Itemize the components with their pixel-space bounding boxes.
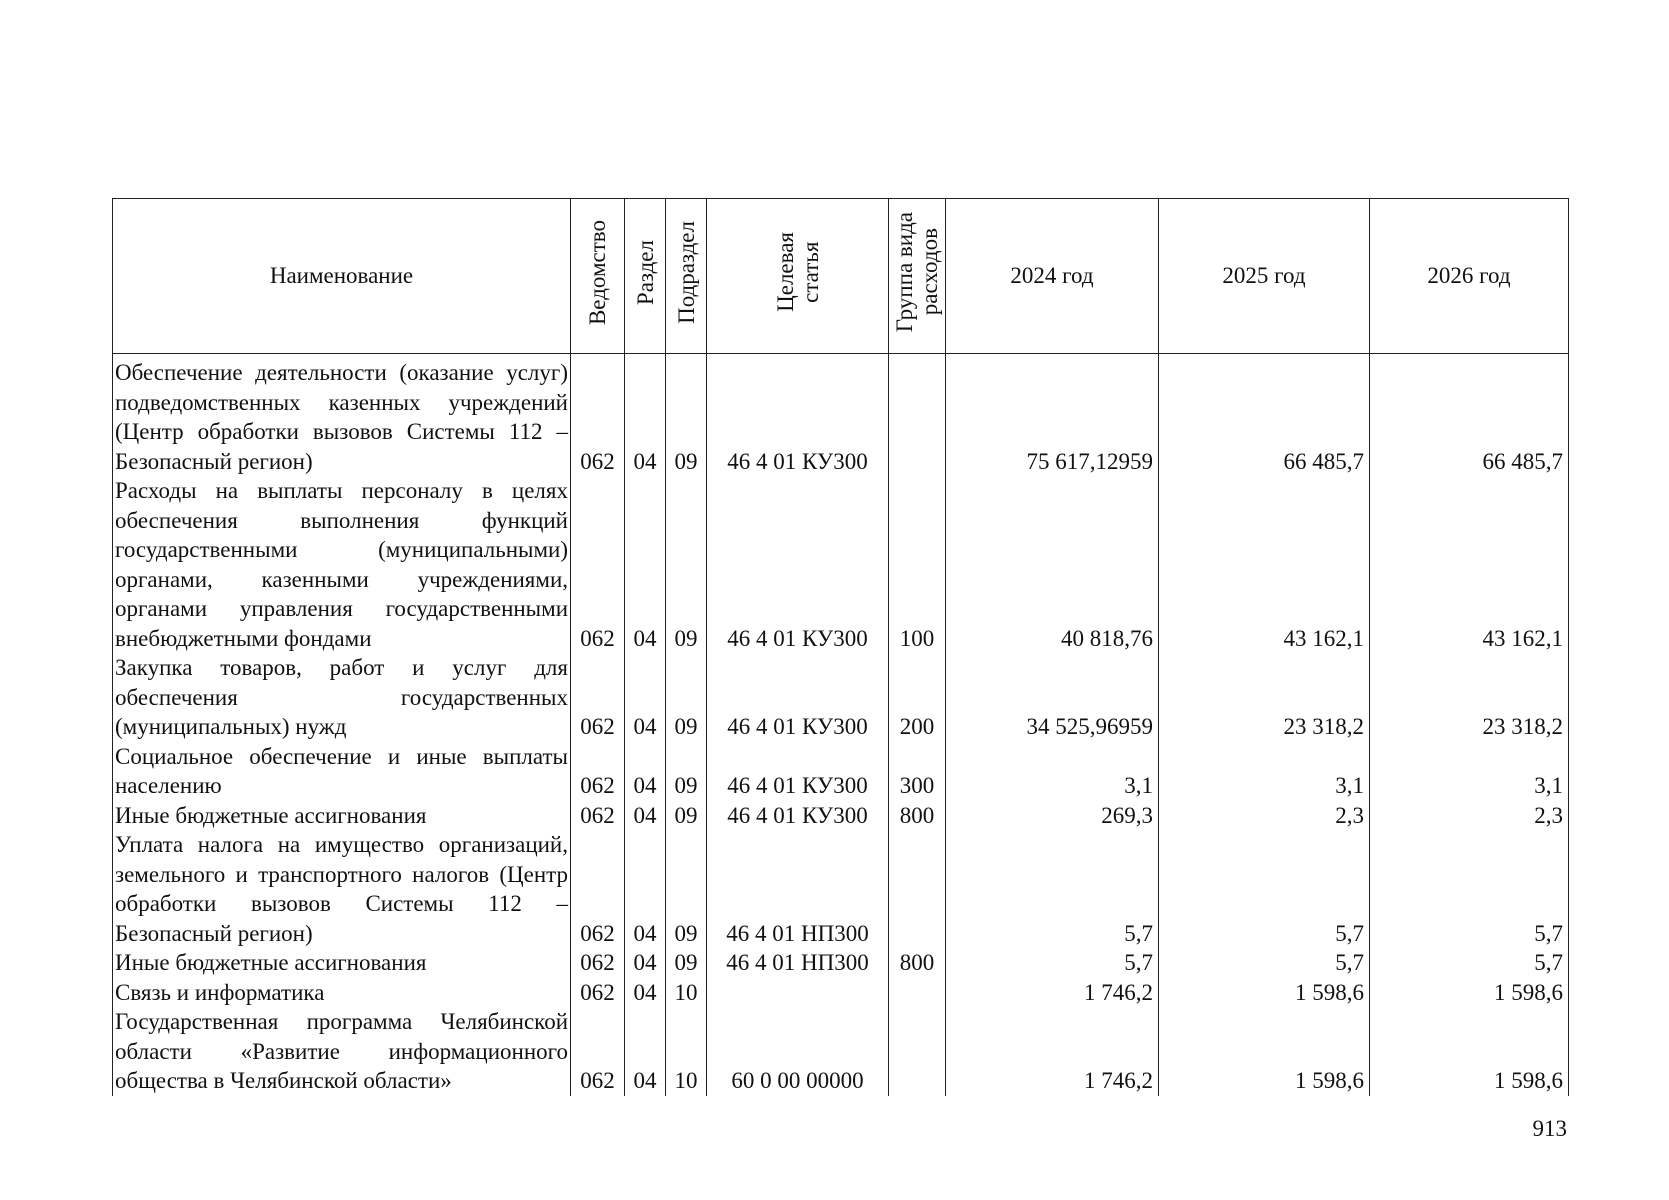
row-podrazdel: 09	[666, 830, 707, 948]
row-celevaya-statya: 60 0 00 00000	[707, 1007, 889, 1096]
row-podrazdel: 09	[666, 948, 707, 978]
table-row	[113, 948, 1569, 978]
row-podrazdel: 09	[666, 742, 707, 801]
table-body	[113, 354, 1569, 1096]
row-value-2024: 5,7	[946, 830, 1159, 948]
row-vedomstvo: 062	[571, 742, 625, 801]
row-name: Расходы на выплаты персоналу в целях обеспечения выполнения функций государственными (муниципальными) органами, казенными учреждениями, органами управления государственными внебюджетными фондами	[113, 476, 571, 653]
row-gruppa	[889, 354, 946, 477]
row-razdel: 04	[625, 1007, 666, 1096]
header-celevaya-statya: Целевая статья	[707, 199, 889, 354]
row-podrazdel: 09	[666, 653, 707, 742]
row-value-2026: 66 485,7	[1370, 354, 1569, 477]
header-name: Наименование	[113, 199, 571, 354]
row-celevaya-statya: 46 4 01 КУ300	[707, 476, 889, 653]
row-celevaya-statya: 46 4 01 КУ300	[707, 742, 889, 801]
row-value-2024: 1 746,2	[946, 1007, 1159, 1096]
row-name: Социальное обеспечение и иные выплаты населению	[113, 742, 571, 801]
row-razdel: 04	[625, 801, 666, 831]
row-podrazdel: 10	[666, 978, 707, 1008]
row-name: Связь и информатика	[113, 978, 571, 1008]
row-value-2026: 43 162,1	[1370, 476, 1569, 653]
row-celevaya-statya	[707, 978, 889, 1008]
row-gruppa	[889, 978, 946, 1008]
row-vedomstvo: 062	[571, 354, 625, 477]
header-gruppa-vida-rashodov: Группа вида расходов	[889, 199, 946, 354]
row-vedomstvo: 062	[571, 653, 625, 742]
row-value-2025: 3,1	[1159, 742, 1370, 801]
row-celevaya-statya: 46 4 01 НП300	[707, 948, 889, 978]
row-gruppa: 800	[889, 801, 946, 831]
row-gruppa	[889, 1007, 946, 1096]
row-value-2024: 3,1	[946, 742, 1159, 801]
row-gruppa: 100	[889, 476, 946, 653]
row-celevaya-statya: 46 4 01 КУ300	[707, 354, 889, 477]
row-celevaya-statya: 46 4 01 КУ300	[707, 801, 889, 831]
row-name: Иные бюджетные ассигнования	[113, 948, 571, 978]
table-row	[113, 354, 1569, 477]
row-value-2025: 1 598,6	[1159, 1007, 1370, 1096]
table-row	[113, 742, 1569, 801]
row-celevaya-statya: 46 4 01 НП300	[707, 830, 889, 948]
row-value-2025: 2,3	[1159, 801, 1370, 831]
table-row	[113, 801, 1569, 831]
row-name: Иные бюджетные ассигнования	[113, 801, 571, 831]
row-celevaya-statya: 46 4 01 КУ300	[707, 653, 889, 742]
table-row	[113, 653, 1569, 742]
row-podrazdel: 09	[666, 801, 707, 831]
table-row	[113, 978, 1569, 1008]
row-value-2024: 34 525,96959	[946, 653, 1159, 742]
row-value-2026: 5,7	[1370, 830, 1569, 948]
row-podrazdel: 10	[666, 1007, 707, 1096]
row-podrazdel: 09	[666, 476, 707, 653]
row-value-2024: 5,7	[946, 948, 1159, 978]
table-header	[113, 199, 1569, 354]
row-gruppa: 200	[889, 653, 946, 742]
table-row	[113, 1007, 1569, 1096]
row-podrazdel: 09	[666, 354, 707, 477]
row-razdel: 04	[625, 476, 666, 653]
row-vedomstvo: 062	[571, 1007, 625, 1096]
row-gruppa: 800	[889, 948, 946, 978]
row-vedomstvo: 062	[571, 801, 625, 831]
row-value-2025: 5,7	[1159, 830, 1370, 948]
header-razdel: Раздел	[625, 199, 666, 354]
row-vedomstvo: 062	[571, 830, 625, 948]
table-row	[113, 830, 1569, 948]
header-2026: 2026 год	[1370, 199, 1569, 354]
row-value-2026: 5,7	[1370, 948, 1569, 978]
row-razdel: 04	[625, 354, 666, 477]
header-podrazdel: Подраздел	[666, 199, 707, 354]
row-razdel: 04	[625, 948, 666, 978]
row-value-2026: 2,3	[1370, 801, 1569, 831]
row-value-2026: 3,1	[1370, 742, 1569, 801]
header-2024: 2024 год	[946, 199, 1159, 354]
header-2025: 2025 год	[1159, 199, 1370, 354]
row-razdel: 04	[625, 653, 666, 742]
row-value-2024: 75 617,12959	[946, 354, 1159, 477]
row-vedomstvo: 062	[571, 978, 625, 1008]
row-value-2025: 1 598,6	[1159, 978, 1370, 1008]
row-value-2026: 1 598,6	[1370, 1007, 1569, 1096]
row-gruppa: 300	[889, 742, 946, 801]
row-razdel: 04	[625, 742, 666, 801]
row-name: Уплата налога на имущество организаций, земельного и транспортного налогов (Центр обработки вызовов Системы 112 – Безопасный регион)	[113, 830, 571, 948]
row-name: Закупка товаров, работ и услуг для обеспечения государственных (муниципальных) нужд	[113, 653, 571, 742]
budget-table	[112, 198, 1569, 1096]
row-razdel: 04	[625, 978, 666, 1008]
row-razdel: 04	[625, 830, 666, 948]
table-row	[113, 476, 1569, 653]
row-name: Государственная программа Челябинской области «Развитие информационного общества в Челябинской области»	[113, 1007, 571, 1096]
header-vedomstvo: Ведомство	[571, 199, 625, 354]
row-value-2025: 23 318,2	[1159, 653, 1370, 742]
row-value-2024: 269,3	[946, 801, 1159, 831]
row-value-2026: 1 598,6	[1370, 978, 1569, 1008]
row-value-2024: 40 818,76	[946, 476, 1159, 653]
row-value-2025: 66 485,7	[1159, 354, 1370, 477]
row-vedomstvo: 062	[571, 476, 625, 653]
row-value-2026: 23 318,2	[1370, 653, 1569, 742]
row-value-2025: 5,7	[1159, 948, 1370, 978]
row-value-2025: 43 162,1	[1159, 476, 1370, 653]
row-name: Обеспечение деятельности (оказание услуг) подведомственных казенных учреждений (Центр обработки вызовов Системы 112 – Безопасный регион)	[113, 354, 571, 477]
row-vedomstvo: 062	[571, 948, 625, 978]
row-value-2024: 1 746,2	[946, 978, 1159, 1008]
row-gruppa	[889, 830, 946, 948]
page-number: 913	[1532, 1116, 1567, 1141]
